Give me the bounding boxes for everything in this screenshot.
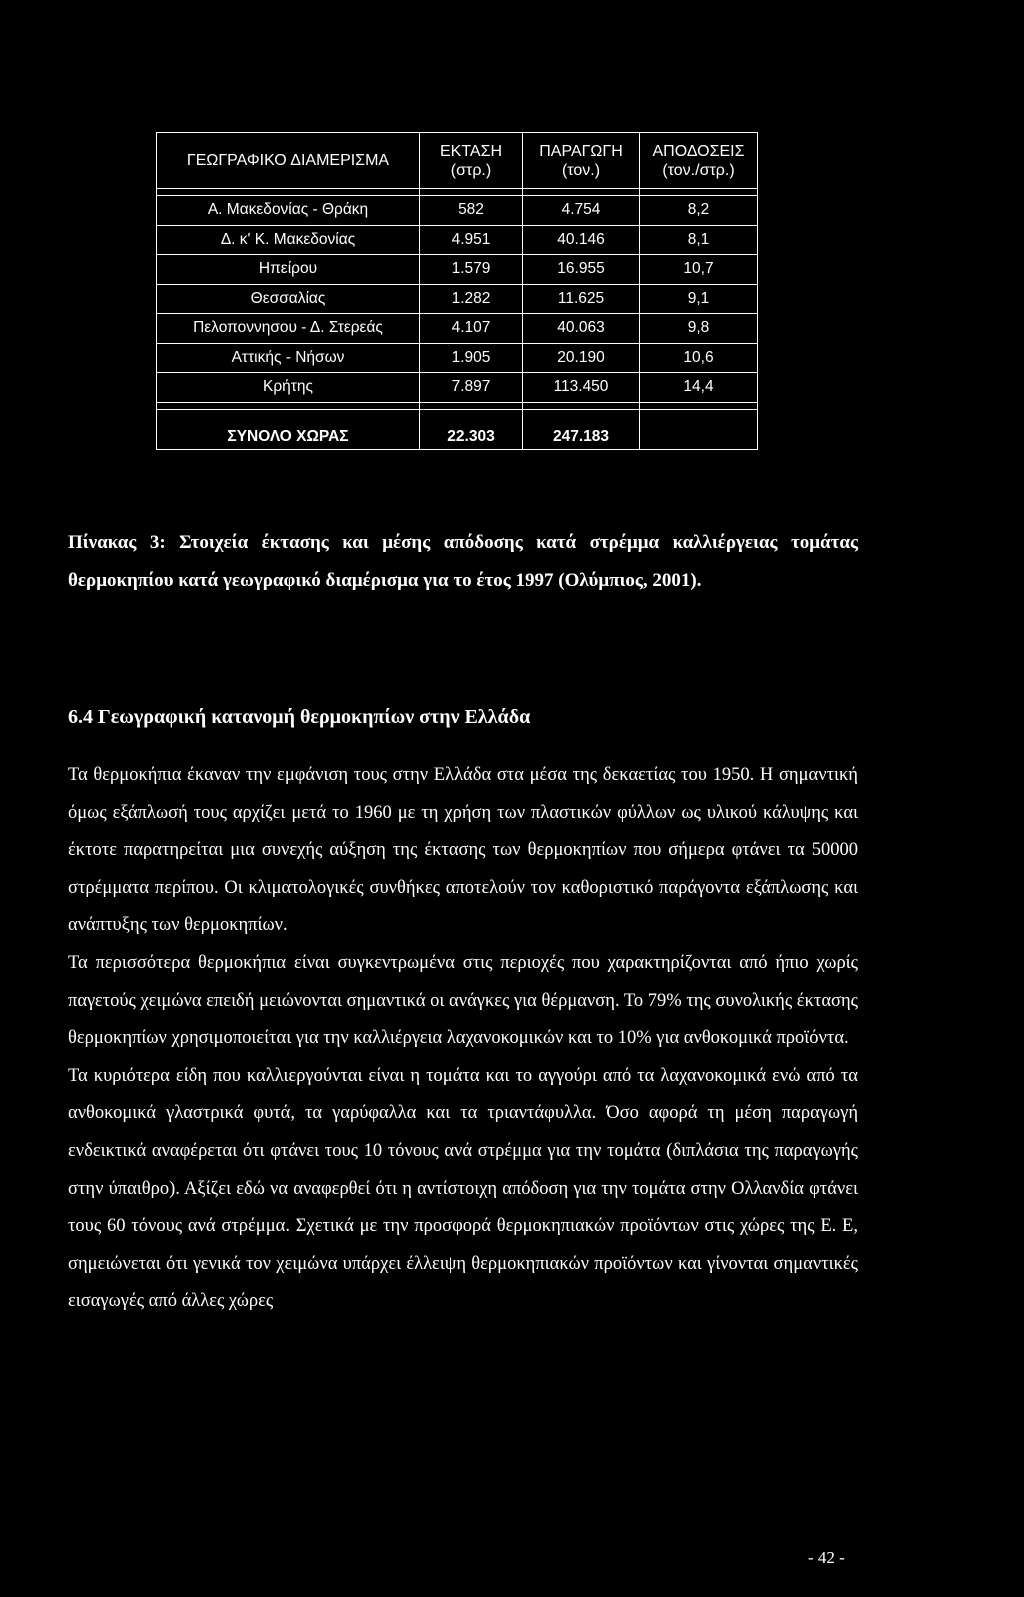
cell-yield: 10,6: [640, 343, 758, 373]
cell-yield: 9,1: [640, 284, 758, 314]
table-row: [157, 284, 758, 314]
cell-yield: 14,4: [640, 373, 758, 403]
cell-yield: 10,7: [640, 255, 758, 285]
total-cell-yield: [640, 409, 758, 449]
cell-production: 40.146: [523, 225, 640, 255]
cell-region: Θεσσαλίας: [157, 284, 420, 314]
cell-area: 4.951: [420, 225, 523, 255]
cell-area: 1.579: [420, 255, 523, 285]
table-row: [157, 225, 758, 255]
total-cell-region: ΣΥΝΟΛΟ ΧΩΡΑΣ: [157, 409, 420, 449]
table-row: [157, 314, 758, 344]
cell-region: Ηπείρου: [157, 255, 420, 285]
cell-region: Αττικής - Νήσων: [157, 343, 420, 373]
cell-region: Πελοποννησου - Δ. Στερεάς: [157, 314, 420, 344]
cell-production: 16.955: [523, 255, 640, 285]
cell-production: 113.450: [523, 373, 640, 403]
header-production-unit: (τον.): [561, 161, 601, 179]
regional-data-table: [156, 132, 758, 450]
table-total-row: [157, 409, 758, 449]
total-cell-production: 247.183: [523, 409, 640, 449]
cell-region: Α. Μακεδονίας - Θράκη: [157, 196, 420, 226]
cell-production: 11.625: [523, 284, 640, 314]
paragraph: Τα περισσότερα θερμοκήπια είναι συγκεντρωμένα στις περιοχές που χαρακτηρίζονται από ήπιο χωρίς παγετούς χειμώνα επειδή μειώνονται σημαντικά οι ανάγκες για θέρμανση. Το 79% της συνολικής έκτασης θερμοκηπίων χρησιμοποιείται για την καλλιέργεια λαχανοκομικών και το 10% για ανθοκομικά προϊόντα.: [68, 952, 858, 1049]
header-yield-unit: (τον./στρ.): [662, 161, 735, 179]
table-body: [157, 189, 758, 450]
header-area-unit: (στρ.): [450, 161, 492, 179]
total-cell-area: 22.303: [420, 409, 523, 449]
cell-area: 582: [420, 196, 523, 226]
table-row: [157, 373, 758, 403]
header-production-title: ΠΑΡΑΓΩΓΗ: [539, 142, 623, 160]
table-row: [157, 255, 758, 285]
section-heading: 6.4 Γεωγραφική κατανομή θερμοκηπίων στην Ελλάδα: [68, 706, 531, 728]
header-region: ΓΕΩΓΡΑΦΙΚΟ ΔΙΑΜΕΡΙΣΜΑ: [157, 133, 420, 189]
cell-production: 20.190: [523, 343, 640, 373]
table-row: [157, 196, 758, 226]
table-row: [157, 343, 758, 373]
header-area: [420, 133, 523, 189]
table-caption: Πίνακας 3: Στοιχεία έκτασης και μέσης απόδοσης κατά στρέμμα καλλιέργειας τομάτας θερμοκηπίου κατά γεωγραφικό διαμέρισμα για το έτος 1997 (Ολύμπιος, 2001).: [68, 532, 858, 591]
table-header: [157, 133, 758, 189]
paragraph: Τα κυριότερα είδη που καλλιεργούνται είναι η τομάτα και το αγγούρι από τα λαχανοκομικά ενώ από τα ανθοκομικά γλαστρικά φυτά, τα γαρύφαλλα και τα τριαντάφυλλα. Όσο αφορά τη μέση παραγωγή ενδεικτικά αναφέρεται ότι φτάνει τους 10 τόνους ανά στρέμμα για την τομάτα (διπλάσια της παραγωγής στην ύπαιθρο). Αξίζει εδώ να αναφερθεί ότι η αντίστοιχη απόδοση για την τομάτα στην Ολλανδία φτάνει τους 60 τόνους ανά στρέμμα. Σχετικά με την προσφορά θερμοκηπιακών προϊόντων στις χώρες της Ε. Ε, σημειώνεται ότι γενικά τον χειμώνα υπάρχει έλλειψη θερμοκηπιακών προϊόντων και γίνονται σημαντικές εισαγωγές από άλλες χώρες: [68, 1065, 858, 1312]
table-spacer: [157, 402, 758, 409]
cell-yield: 8,1: [640, 225, 758, 255]
cell-production: 40.063: [523, 314, 640, 344]
cell-region: Δ. κ' Κ. Μακεδονίας: [157, 225, 420, 255]
table-spacer: [157, 189, 758, 196]
header-yield: [640, 133, 758, 189]
body-text: [68, 757, 858, 1321]
header-production: [523, 133, 640, 189]
header-area-title: ΕΚΤΑΣΗ: [439, 142, 503, 160]
cell-area: 1.905: [420, 343, 523, 373]
header-yield-title: ΑΠΟΔΟΣΕΙΣ: [652, 142, 745, 160]
cell-yield: 9,8: [640, 314, 758, 344]
page-number: - 42 -: [808, 1548, 845, 1567]
cell-area: 4.107: [420, 314, 523, 344]
cell-yield: 8,2: [640, 196, 758, 226]
cell-area: 1.282: [420, 284, 523, 314]
cell-area: 7.897: [420, 373, 523, 403]
paragraph: Τα θερμοκήπια έκαναν την εμφάνιση τους στην Ελλάδα στα μέσα της δεκαετίας του 1950. Η σημαντική όμως εξάπλωσή τους αρχίζει μετά το 1960 με τη χρήση των πλαστικών φύλλων ως υλικού κάλυψης και έκτοτε παρατηρείται μια συνεχής αύξηση της έκτασης των θερμοκηπίων που σήμερα φτάνει τα 50000 στρέμματα περίπου. Οι κλιματολογικές συνθήκες αποτελούν τον καθοριστικό παράγοντα εξάπλωσης και ανάπτυξης των θερμοκηπίων.: [68, 765, 858, 936]
cell-region: Κρήτης: [157, 373, 420, 403]
cell-production: 4.754: [523, 196, 640, 226]
